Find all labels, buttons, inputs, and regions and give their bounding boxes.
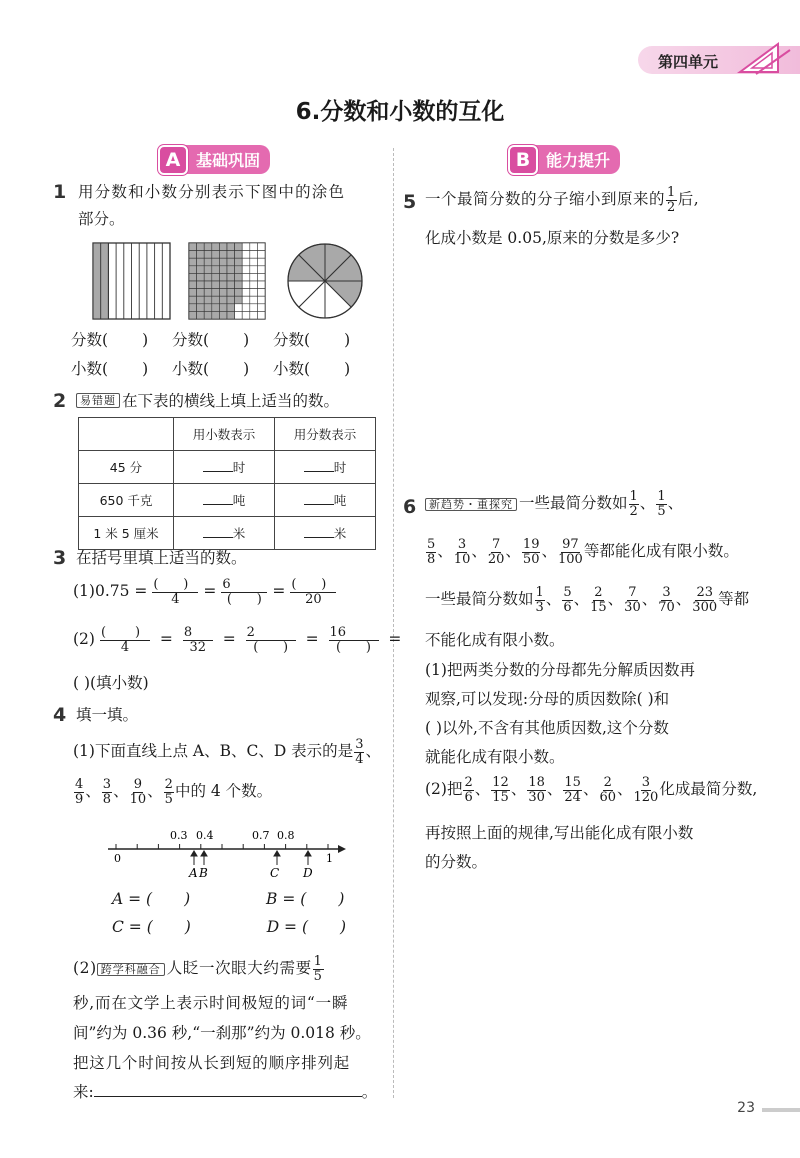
q4-part1-line1: (1)下面直线上点 A、B、C、D 表示的是 $\frac{3}{4}$ 、 bbox=[73, 737, 381, 767]
grid-cell bbox=[257, 296, 265, 304]
grid-cell bbox=[257, 311, 265, 319]
q1-line2: 部分。 bbox=[78, 210, 125, 228]
grid-cell bbox=[235, 289, 243, 297]
grid-cell bbox=[257, 266, 265, 274]
section-b-header bbox=[508, 146, 620, 173]
grid-cell bbox=[235, 311, 243, 319]
q4-answers-row2: C = ( ) D = ( ) bbox=[112, 918, 347, 936]
grid-cell bbox=[235, 304, 243, 312]
nl-end-label: 1 bbox=[326, 852, 333, 865]
grid-cell bbox=[212, 266, 220, 274]
nl-start-label: 0 bbox=[114, 852, 121, 865]
q4-part2-line5: 来: 。 bbox=[73, 1083, 378, 1101]
grid-square bbox=[189, 243, 265, 319]
table-row: 650 千克 吨 吨 bbox=[79, 484, 376, 517]
unit-label: 第四单元 bbox=[658, 53, 719, 71]
question-1-number: 1 bbox=[53, 181, 67, 203]
q6-line2: $\frac{5}{8}$ 、 $\frac{3}{10}$ 、 $\frac{7}{20}$ 、 $\frac{19}{50}$ 、 $\frac{97}{100}$ 等都能化成有限小数。 bbox=[427, 537, 739, 567]
nl-tick-label: 0.4 bbox=[196, 829, 214, 842]
table-row: 1 米 5 厘米 米 米 bbox=[79, 517, 376, 550]
page-title: 6.分数和小数的互化 bbox=[295, 99, 505, 125]
grid-cell bbox=[242, 251, 250, 259]
striped-rectangle bbox=[93, 243, 170, 319]
q4-part2-line3: 间”约为 0.36 秒,“一刹那”约为 0.018 秒。 bbox=[73, 1024, 371, 1042]
grid-cell bbox=[235, 243, 243, 251]
grid-cell bbox=[197, 273, 205, 281]
grid-cell bbox=[204, 273, 212, 281]
grid-cell bbox=[257, 258, 265, 266]
q4-part2-line4: 把这几个时间按从长到短的顺序排列起 bbox=[73, 1054, 351, 1072]
grid-cell bbox=[219, 266, 227, 274]
grid-cell bbox=[204, 266, 212, 274]
number-line bbox=[100, 825, 350, 885]
grid-cell bbox=[189, 289, 197, 297]
grid-cell bbox=[250, 243, 258, 251]
q1-figures bbox=[92, 242, 382, 322]
grid-cell bbox=[227, 243, 235, 251]
question-2-number: 2 bbox=[53, 390, 67, 412]
grid-cell bbox=[235, 273, 243, 281]
grid-cell bbox=[235, 266, 243, 274]
grid-cell bbox=[227, 273, 235, 281]
q4-part2-line2: 秒,而在文学上表示时间极短的词“一瞬 bbox=[73, 994, 349, 1012]
grid-cell bbox=[250, 266, 258, 274]
q4-tag: 跨学科融合 bbox=[97, 963, 165, 976]
grid-cell bbox=[219, 251, 227, 259]
nl-tick-label: 0.8 bbox=[277, 829, 295, 842]
grid-cell bbox=[242, 281, 250, 289]
grid-cell bbox=[204, 304, 212, 312]
grid-cell bbox=[257, 251, 265, 259]
grid-cell bbox=[219, 304, 227, 312]
q1-fraction-row: 分数( ) 分数( ) 分数( ) bbox=[71, 331, 351, 349]
section-b-label: 能力提升 bbox=[532, 145, 620, 174]
grid-cell bbox=[250, 296, 258, 304]
circle-pie bbox=[288, 244, 362, 318]
grid-cell bbox=[212, 251, 220, 259]
grid-cell bbox=[250, 304, 258, 312]
page-number-bar bbox=[762, 1108, 800, 1112]
section-a-badge: A bbox=[158, 145, 188, 175]
q3-part1: (1)0.75 = $\frac{( )}{4}$ = $\frac{6}{( )}$ = $\frac{( )}{20}$ bbox=[73, 578, 337, 606]
table-row: 45 分 时 时 bbox=[79, 451, 376, 484]
grid-cell bbox=[212, 304, 220, 312]
q4-answers-row1: A = ( ) B = ( ) bbox=[112, 890, 345, 908]
grid-cell bbox=[242, 258, 250, 266]
grid-cell bbox=[197, 266, 205, 274]
q6-part2-line2: 再按照上面的规律,写出能化成有限小数 bbox=[425, 824, 694, 842]
ruler-triangle-icon bbox=[734, 42, 794, 76]
column-divider bbox=[393, 148, 394, 1098]
grid-cell bbox=[204, 251, 212, 259]
grid-cell bbox=[212, 311, 220, 319]
grid-cell bbox=[212, 243, 220, 251]
grid-cell bbox=[227, 281, 235, 289]
grid-cell bbox=[257, 289, 265, 297]
grid-cell bbox=[257, 243, 265, 251]
question-3-number: 3 bbox=[53, 547, 67, 569]
grid-cell bbox=[189, 266, 197, 274]
grid-cell bbox=[242, 273, 250, 281]
grid-cell bbox=[197, 289, 205, 297]
grid-cell bbox=[204, 296, 212, 304]
point-b-label: B bbox=[199, 866, 208, 880]
q4-text: 填一填。 bbox=[76, 706, 139, 724]
q6-part2-line1: (2)把 $\frac{2}{6}$ 、 $\frac{12}{15}$ 、 $\frac{18}{30}$ 、 $\frac{15}{24}$ 、 $\frac{2}{60}$ 、 $\frac{3}{120}$ 化成最简分数, bbox=[425, 775, 758, 805]
q2-table bbox=[78, 417, 376, 550]
grid-cell bbox=[250, 273, 258, 281]
grid-cell bbox=[204, 311, 212, 319]
table-header-row: 用小数表示 用分数表示 bbox=[79, 418, 376, 451]
grid-cell bbox=[219, 273, 227, 281]
grid-cell bbox=[189, 281, 197, 289]
grid-cell bbox=[189, 258, 197, 266]
grid-cell bbox=[189, 296, 197, 304]
grid-cell bbox=[242, 289, 250, 297]
grid-cell bbox=[197, 258, 205, 266]
q4-part2-line1: (2) 跨学科融合 人眨一次眼大约需要 $\frac{1}{5}$ bbox=[73, 954, 323, 984]
unit-tab bbox=[638, 46, 800, 74]
grid-cell bbox=[212, 281, 220, 289]
grid-cell bbox=[227, 266, 235, 274]
q6-line4: 不能化成有限小数。 bbox=[425, 631, 565, 649]
grid-cell bbox=[212, 273, 220, 281]
q6-tag: 新趋势・重探究 bbox=[425, 498, 517, 511]
grid-cell bbox=[212, 296, 220, 304]
grid-cell bbox=[235, 251, 243, 259]
grid-cell bbox=[197, 251, 205, 259]
grid-cell bbox=[227, 251, 235, 259]
q2-text: 易错题 在下表的横线上填上适当的数。 bbox=[76, 394, 339, 410]
q3-part2-tail: ( )(填小数) bbox=[73, 674, 149, 692]
page-number: 23 bbox=[737, 1100, 755, 1116]
grid-cell bbox=[227, 311, 235, 319]
grid-cell bbox=[250, 251, 258, 259]
q6-part1-line2: 观察,可以发现:分母的质因数除( )和 bbox=[425, 690, 670, 708]
grid-cell bbox=[189, 243, 197, 251]
grid-cell bbox=[235, 258, 243, 266]
nl-tick-label: 0.3 bbox=[170, 829, 188, 842]
q6-part2-line3: 的分数。 bbox=[425, 853, 488, 871]
q4-part1-line2: $\frac{4}{9}$ 、 $\frac{3}{8}$ 、 $\frac{9}{10}$ 、 $\frac{2}{5}$ 中的 4 个数。 bbox=[75, 777, 273, 807]
q6-part1-line4: 就能化成有限小数。 bbox=[425, 748, 565, 766]
grid-cell bbox=[257, 281, 265, 289]
q2-tag: 易错题 bbox=[76, 393, 120, 408]
point-c-label: C bbox=[270, 866, 280, 880]
grid-cell bbox=[197, 304, 205, 312]
grid-cell bbox=[189, 304, 197, 312]
grid-cell bbox=[204, 243, 212, 251]
point-a-label: A bbox=[189, 866, 198, 880]
grid-cell bbox=[197, 243, 205, 251]
grid-cell bbox=[219, 243, 227, 251]
q6-part1-line3: ( )以外,不含有其他质因数,这个分数 bbox=[425, 719, 669, 737]
q6-part1-line1: (1)把两类分数的分母都先分解质因数再 bbox=[425, 661, 695, 679]
grid-cell bbox=[227, 304, 235, 312]
grid-cell bbox=[227, 258, 235, 266]
grid-cell bbox=[250, 258, 258, 266]
question-6-number: 6 bbox=[403, 496, 417, 518]
q6-line1: 新趋势・重探究 一些最简分数如 $\frac{1}{2}$ 、 $\frac{1}{5}$ 、 bbox=[425, 490, 683, 518]
grid-cell bbox=[204, 258, 212, 266]
section-a-label: 基础巩固 bbox=[182, 145, 270, 174]
q6-line3: 一些最简分数如 $\frac{1}{3}$ 、 $\frac{5}{6}$ 、 $\frac{2}{15}$ 、 $\frac{7}{30}$ 、 $\frac{3}{70}$ 、 $\frac{23}{300}$ 等都 bbox=[425, 585, 750, 615]
grid-cell bbox=[242, 296, 250, 304]
grid-cell bbox=[257, 273, 265, 281]
grid-cell bbox=[227, 289, 235, 297]
grid-cell bbox=[219, 311, 227, 319]
grid-cell bbox=[219, 258, 227, 266]
q1-decimal-row: 小数( ) 小数( ) 小数( ) bbox=[71, 360, 351, 378]
section-b-badge: B bbox=[508, 145, 538, 175]
grid-cell bbox=[219, 289, 227, 297]
grid-cell bbox=[235, 296, 243, 304]
grid-cell bbox=[204, 281, 212, 289]
grid-cell bbox=[212, 289, 220, 297]
point-d-label: D bbox=[303, 866, 313, 880]
q1-line1: 用分数和小数分别表示下图中的涂色 bbox=[78, 183, 346, 201]
grid-cell bbox=[242, 243, 250, 251]
q5-line2: 化成小数是 0.05,原来的分数是多少? bbox=[425, 229, 680, 247]
grid-cell bbox=[189, 273, 197, 281]
grid-cell bbox=[235, 281, 243, 289]
grid-cell bbox=[242, 311, 250, 319]
grid-cell bbox=[197, 281, 205, 289]
q3-part2: (2) $\frac{( )}{4}$ = $\frac{8}{32}$ = $\frac{2}{( )}$ = $\frac{16}{( )}$ = bbox=[73, 625, 402, 655]
grid-cell bbox=[227, 296, 235, 304]
grid-cell bbox=[197, 296, 205, 304]
grid-cell bbox=[250, 289, 258, 297]
grid-cell bbox=[197, 311, 205, 319]
nl-tick-label: 0.7 bbox=[252, 829, 270, 842]
section-a-header bbox=[158, 146, 270, 173]
q3-text: 在括号里填上适当的数。 bbox=[76, 549, 247, 567]
grid-cell bbox=[250, 311, 258, 319]
grid-cell bbox=[212, 258, 220, 266]
grid-cell bbox=[250, 281, 258, 289]
grid-cell bbox=[242, 266, 250, 274]
question-4-number: 4 bbox=[53, 704, 67, 726]
grid-cell bbox=[219, 281, 227, 289]
question-5-number: 5 bbox=[403, 191, 417, 213]
grid-cell bbox=[189, 251, 197, 259]
grid-cell bbox=[242, 304, 250, 312]
grid-cell bbox=[257, 304, 265, 312]
grid-cell bbox=[204, 289, 212, 297]
grid-cell bbox=[189, 311, 197, 319]
grid-cell bbox=[219, 296, 227, 304]
q5-line1: 一个最简分数的分子缩小到原来的 $\frac{1}{2}$ 后, bbox=[425, 185, 700, 215]
